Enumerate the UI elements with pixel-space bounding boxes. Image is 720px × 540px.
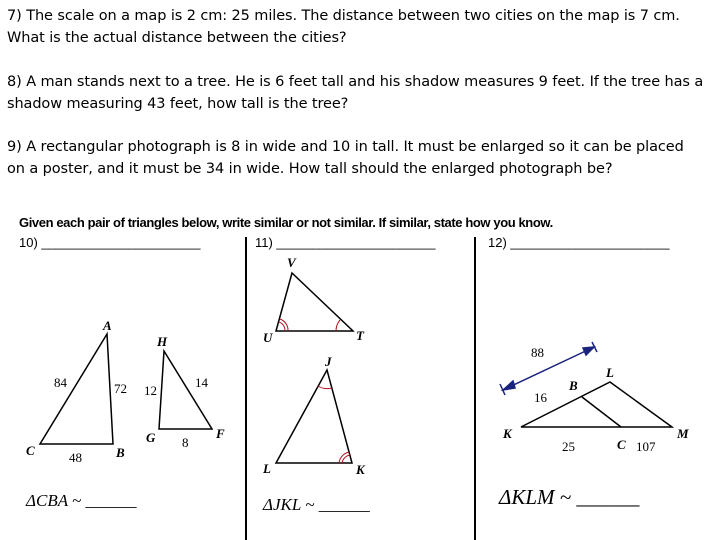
length-kl: 88 (531, 345, 544, 360)
vertex-v: V (287, 255, 296, 270)
side-ab: 72 (114, 381, 127, 396)
side-hf: 14 (195, 375, 208, 390)
vertex-l: L (263, 461, 271, 476)
statement-10: ΔCBA ~ ______ (26, 491, 137, 510)
length-kb: 16 (534, 390, 547, 405)
angle-mark-k (342, 455, 350, 463)
statement-11: ΔJKL ~ ______ (263, 495, 370, 514)
vertex-k: K (356, 462, 365, 477)
triangle-cba (40, 334, 113, 444)
vertex-b: B (116, 445, 125, 460)
vertex-c: C (617, 437, 626, 452)
side-ca: 84 (54, 375, 67, 390)
triangle-hgf (159, 351, 212, 429)
triangle-vut (276, 273, 353, 331)
length-kc: 25 (562, 439, 575, 454)
side-gf: 8 (182, 435, 189, 450)
answer-blank-10: 10) ______________________ (19, 235, 201, 250)
triangle-jkl (276, 370, 352, 463)
vertex-t: T (356, 328, 364, 343)
answer-blank-11: 11) ______________________ (255, 235, 436, 250)
vertex-j: J (325, 354, 332, 369)
question-text: 8) A man stands next to a tree. He is 6 feet tall and his shadow measures 9 feet. If the tree has a (7, 74, 704, 90)
question-text: on a poster, and it must be 34 in wide. How tall should the enlarged photograph be? (7, 161, 613, 177)
question-text: 7) The scale on a map is 2 cm: 25 miles. The distance between two cities on the map is 7 cm. (7, 8, 680, 24)
vertex-a: A (103, 318, 112, 333)
vertex-k: K (503, 426, 512, 441)
vertex-u: U (263, 330, 273, 345)
segment-bc (582, 397, 621, 427)
vertex-l: L (606, 365, 614, 380)
question-text: 9) A rectangular photograph is 8 in wide and 10 in tall. It must be enlarged so it can be placed (7, 139, 684, 155)
side-cb: 48 (69, 450, 82, 465)
side-hg: 12 (144, 383, 157, 398)
vertex-g: G (146, 430, 156, 445)
instructions: Given each pair of triangles below, write similar or not similar. If similar, state how you know. (19, 215, 553, 230)
angle-mark-t (336, 320, 340, 331)
answer-blank-12: 12) ______________________ (488, 235, 670, 250)
length-arrow-88 (500, 342, 597, 395)
vertex-c: C (26, 443, 35, 458)
question-text: shadow measuring 43 feet, how tall is the tree? (7, 96, 349, 112)
vertex-f: F (216, 426, 225, 441)
angle-mark-j (318, 386, 332, 389)
statement-12: ΔKLM ~ ______ (499, 485, 640, 509)
length-cm: 107 (636, 439, 656, 454)
vertex-h: H (157, 334, 168, 349)
angle-mark-u (279, 322, 285, 331)
vertex-b: B (569, 378, 578, 393)
vertex-m: M (677, 426, 689, 441)
question-text: What is the actual distance between the cities? (7, 30, 347, 46)
